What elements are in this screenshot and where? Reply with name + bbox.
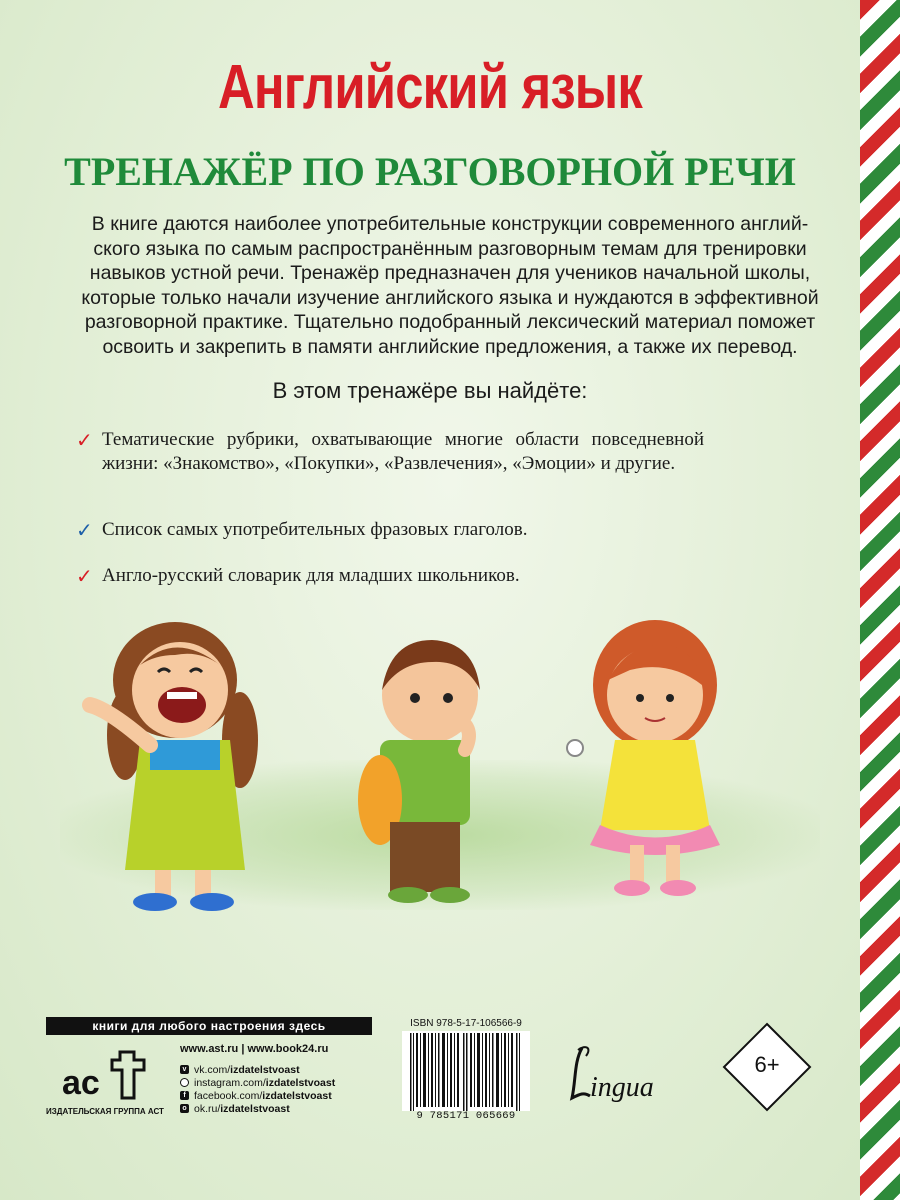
feature-text: Список самых употребительных фразовых глаголов. <box>102 519 528 540</box>
book-title: Английский язык <box>218 53 642 122</box>
social-link-facebook[interactable] <box>180 1089 335 1102</box>
intro-line: ского языка по самым распространённым разговорным темам для тренировки <box>93 237 807 260</box>
facebook-icon: f <box>180 1091 189 1100</box>
social-handle: izdatelstvoast <box>230 1063 300 1076</box>
social-handle: izdatelstvoast <box>262 1089 332 1102</box>
lingua-logo <box>560 1040 700 1110</box>
check-icon: ✓ <box>76 428 93 452</box>
age-rating-text: 6+ <box>754 1052 780 1077</box>
social-link-ok[interactable] <box>180 1102 335 1115</box>
social-prefix: instagram.com/ <box>194 1076 266 1089</box>
publisher-tagline: книги для любого настроения здесь <box>46 1017 372 1035</box>
book-subtitle: ТРЕНАЖЁР ПО РАЗГОВОРНОЙ РЕЧИ <box>64 149 796 194</box>
intro-line: освоить и закрепить в памяти английские предложения, а также их перевод. <box>102 335 798 358</box>
publisher-caption: ИЗДАТЕЛЬСКАЯ ГРУППА АСТ <box>46 1107 164 1116</box>
social-prefix: facebook.com/ <box>194 1089 263 1102</box>
intro-paragraph <box>70 212 830 359</box>
intro-line: навыков устной речи. Тренажёр предназначен для учеников начальной школы, <box>89 262 811 284</box>
feature-text: Тематические рубрики, охватывающие многие области повседневной жизни: «Знакомство», «Покупки», «Развлечения», «Эмоции» и другие. <box>102 429 704 474</box>
svg-text:ас: ас <box>62 1064 100 1102</box>
intro-line: В книге даются наиболее употребительные конструкции современного англий- <box>91 213 809 235</box>
social-handle: izdatelstvoast <box>265 1076 336 1089</box>
social-link-vk[interactable] <box>180 1063 335 1076</box>
barcode-block <box>402 1018 530 1122</box>
check-icon: ✓ <box>76 518 93 542</box>
feature-item <box>76 518 704 542</box>
odnoklassniki-icon: o <box>180 1104 189 1113</box>
publisher-websites[interactable]: www.ast.ru | www.book24.ru <box>180 1043 329 1055</box>
vk-icon: v <box>180 1065 189 1074</box>
feature-text: Англо-русский словарик для младших школьников. <box>102 565 520 586</box>
social-links <box>180 1063 335 1115</box>
check-icon: ✓ <box>76 564 93 588</box>
barcode-image <box>402 1031 530 1111</box>
social-handle: izdatelstvoast <box>220 1102 290 1115</box>
feature-item <box>76 428 704 476</box>
social-prefix: ok.ru/ <box>194 1102 221 1115</box>
intro-line: разговорной практике. Тщательно подобранный лексический материал поможет <box>84 311 816 333</box>
instagram-icon <box>180 1078 189 1087</box>
tricolor-stripe-border <box>860 0 900 1200</box>
barcode-number: 9 785171 065669 <box>416 1110 516 1122</box>
social-link-instagram[interactable] <box>180 1076 335 1089</box>
ast-logo <box>58 1042 168 1102</box>
girl-left-figure <box>90 622 258 911</box>
isbn-text: ISBN 978-5-17-106566-9 <box>410 1018 522 1029</box>
social-prefix: vk.com/ <box>194 1063 231 1076</box>
girl-right-figure <box>567 620 720 896</box>
boy-middle-figure <box>358 640 480 903</box>
features-heading: В этом тренажёре вы найдёте: <box>272 378 588 403</box>
children-illustration <box>70 600 830 920</box>
intro-line: которые только начали изучение английского языка и нуждаются в эффективной <box>81 286 819 309</box>
svg-text:ingua: ingua <box>590 1072 654 1103</box>
feature-item <box>76 564 704 588</box>
